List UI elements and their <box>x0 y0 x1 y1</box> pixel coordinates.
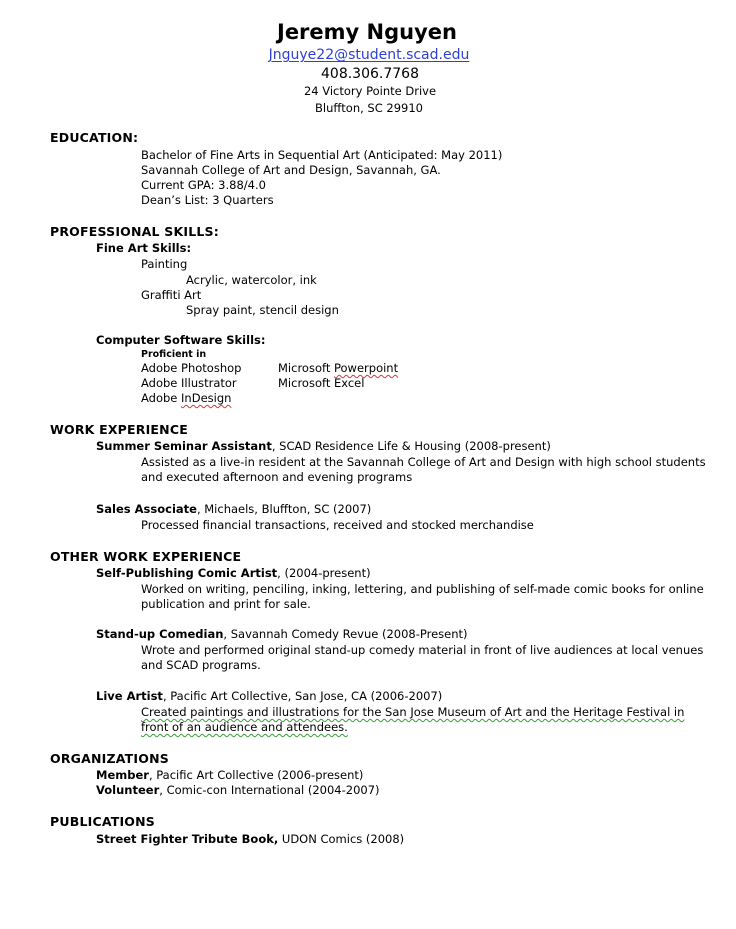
publication-title: Street Fighter Tribute Book, <box>96 832 279 846</box>
job-title-line <box>96 627 468 641</box>
software-item: Adobe Illustrator <box>141 376 237 390</box>
painting-detail: Acrylic, watercolor, ink <box>186 273 317 287</box>
job-description: front of an audience and attendees. <box>141 720 348 734</box>
organization-role: Member <box>96 768 149 782</box>
proficient-in-label: Proficient in <box>141 349 207 360</box>
painting-label: Painting <box>141 257 188 271</box>
education-line: Current GPA: 3.88/4.0 <box>141 178 266 192</box>
job-title-line <box>96 439 551 453</box>
publication-item <box>96 832 404 846</box>
software-item-indesign <box>141 391 231 405</box>
software-prefix: Adobe <box>141 391 182 405</box>
work-heading: WORK EXPERIENCE <box>50 422 188 437</box>
education-line: Savannah College of Art and Design, Savannah, GA. <box>141 163 441 177</box>
spellcheck-word: InDesign <box>181 391 232 405</box>
software-skills-title: Computer Software Skills: <box>96 333 266 347</box>
publication-detail: UDON Comics (2008) <box>278 832 405 846</box>
organization-detail: , Comic-con International (2004-2007) <box>159 783 380 797</box>
fine-art-skills-title: Fine Art Skills: <box>96 241 192 255</box>
education-heading: EDUCATION: <box>50 130 139 145</box>
candidate-name: Jeremy Nguyen <box>277 20 457 44</box>
job-description: Worked on writing, penciling, inking, lettering, and publishing of self-made comic books for online <box>141 582 704 596</box>
skills-heading: PROFESSIONAL SKILLS: <box>50 224 219 239</box>
graffiti-label: Graffiti Art <box>141 288 202 302</box>
job-title: Summer Seminar Assistant <box>96 439 272 453</box>
software-item-powerpoint <box>278 361 398 375</box>
job-org: , (2004-present) <box>277 566 371 580</box>
job-description: Wrote and performed original stand-up comedy material in front of live audiences at local venues <box>141 643 704 657</box>
education-line: Dean’s List: 3 Quarters <box>141 193 274 207</box>
publications-heading: PUBLICATIONS <box>50 814 156 829</box>
job-description: and SCAD programs. <box>141 658 261 672</box>
job-org: , Pacific Art Collective, San Jose, CA (2006-2007) <box>162 689 443 703</box>
graffiti-detail: Spray paint, stencil design <box>186 303 339 317</box>
software-item: Adobe Photoshop <box>141 361 242 375</box>
organizations-heading: ORGANIZATIONS <box>50 751 169 766</box>
job-title: Self-Publishing Comic Artist <box>96 566 278 580</box>
phone-number: 408.306.7768 <box>321 66 419 82</box>
job-description: Processed financial transactions, received and stocked merchandise <box>141 518 534 532</box>
organization-role: Volunteer <box>96 783 160 797</box>
job-org: , SCAD Residence Life & Housing (2008-present) <box>271 439 551 453</box>
address-line-2: Bluffton, SC 29910 <box>314 101 423 115</box>
education-line: Bachelor of Fine Arts in Sequential Art (Anticipated: May 2011) <box>141 148 503 162</box>
address-line-1: 24 Victory Pointe Drive <box>303 84 437 98</box>
organization-item <box>96 768 363 782</box>
software-item: Microsoft Excel <box>278 376 365 390</box>
spellcheck-word: Powerpoint <box>334 361 399 375</box>
other-work-heading: OTHER WORK EXPERIENCE <box>50 549 242 564</box>
job-title-line <box>96 502 371 516</box>
organization-detail: , Pacific Art Collective (2006-present) <box>148 768 364 782</box>
job-title: Live Artist <box>96 689 163 703</box>
email-link[interactable]: Jnguye22@student.scad.edu <box>268 47 470 63</box>
job-description: and executed afternoon and evening programs <box>141 470 413 484</box>
organization-item <box>96 783 380 797</box>
job-title: Stand-up Comedian <box>96 627 224 641</box>
job-title: Sales Associate <box>96 502 197 516</box>
job-description: publication and print for sale. <box>141 597 311 611</box>
job-org: , Michaels, Bluffton, SC (2007) <box>196 502 372 516</box>
job-description: Assisted as a live-in resident at the Savannah College of Art and Design with high school students <box>141 455 706 469</box>
job-org: , Savannah Comedy Revue (2008-Present) <box>223 627 468 641</box>
job-title-line <box>96 689 442 703</box>
job-description: Created paintings and illustrations for the San Jose Museum of Art and the Heritage Festival in <box>141 705 685 719</box>
software-prefix: Microsoft <box>278 361 334 375</box>
job-title-line <box>96 566 371 580</box>
